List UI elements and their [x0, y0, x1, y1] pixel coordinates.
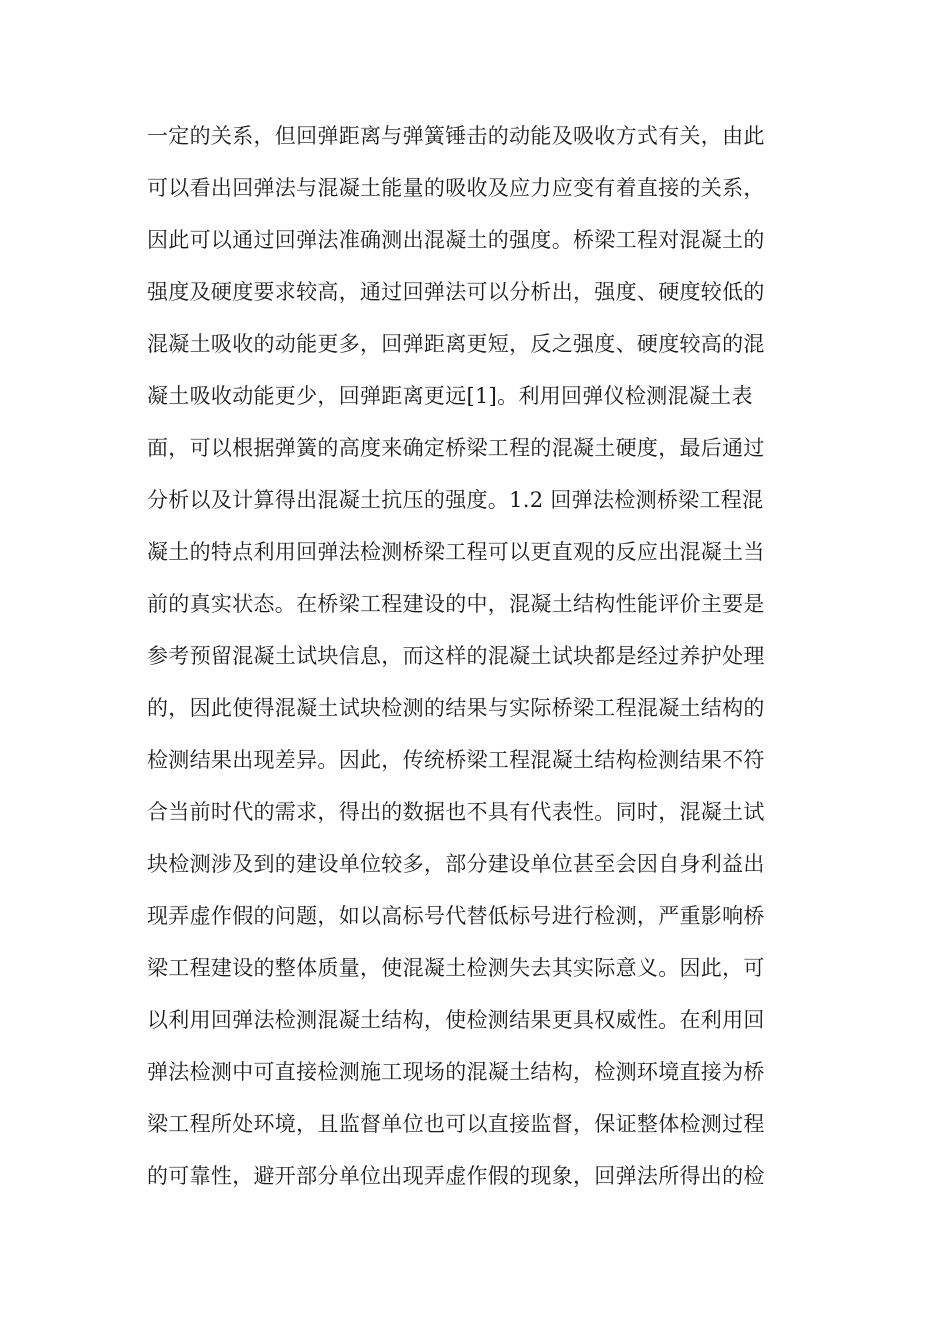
text-line: 合当前时代的需求，得出的数据也不具有代表性。同时，混凝土试 [147, 800, 765, 824]
text-line: 梁工程建设的整体质量，使混凝土检测失去其实际意义。因此，可 [147, 956, 765, 980]
text-line: 凝土的特点利用回弹法检测桥梁工程可以更直观的反应出混凝土当 [147, 540, 765, 564]
text-line: 强度及硬度要求较高，通过回弹法可以分析出，强度、硬度较低的 [147, 280, 765, 304]
text-line: 以利用回弹法检测混凝土结构，使检测结果更具权威性。在利用回 [147, 1008, 765, 1032]
text-line: 的，因此使得混凝土试块检测的结果与实际桥梁工程混凝土结构的 [147, 696, 765, 720]
text-line: 前的真实状态。在桥梁工程建设的中，混凝土结构性能评价主要是 [147, 592, 765, 616]
text-line: 面，可以根据弹簧的高度来确定桥梁工程的混凝土硬度，最后通过 [147, 436, 765, 460]
text-line: 一定的关系，但回弹距离与弹簧锤击的动能及吸收方式有关，由此 [147, 124, 765, 148]
text-line: 可以看出回弹法与混凝土能量的吸收及应力应变有着直接的关系， [147, 176, 765, 200]
text-line: 凝土吸收动能更少，回弹距离更远[1]。利用回弹仪检测混凝土表 [147, 384, 753, 408]
text-line: 现弄虚作假的问题，如以高标号代替低标号进行检测，严重影响桥 [147, 904, 765, 928]
text-line: 块检测涉及到的建设单位较多，部分建设单位甚至会因自身利益出 [147, 852, 765, 876]
text-line: 检测结果出现差异。因此，传统桥梁工程混凝土结构检测结果不符 [147, 748, 765, 772]
text-line: 因此可以通过回弹法准确测出混凝土的强度。桥梁工程对混凝土的 [147, 228, 765, 252]
text-line: 弹法检测中可直接检测施工现场的混凝土结构，检测环境直接为桥 [147, 1060, 765, 1084]
body-paragraph [147, 116, 807, 1208]
text-line: 梁工程所处环境，且监督单位也可以直接监督，保证整体检测过程 [147, 1112, 765, 1136]
text-line: 的可靠性，避开部分单位出现弄虚作假的现象，回弹法所得出的检 [147, 1164, 765, 1188]
text-line: 混凝土吸收的动能更多，回弹距离更短，反之强度、硬度较高的混 [147, 332, 765, 356]
text-line: 分析以及计算得出混凝土抗压的强度。1.2 回弹法检测桥梁工程混 [147, 488, 764, 512]
text-line: 参考预留混凝土试块信息，而这样的混凝土试块都是经过养护处理 [147, 644, 765, 668]
